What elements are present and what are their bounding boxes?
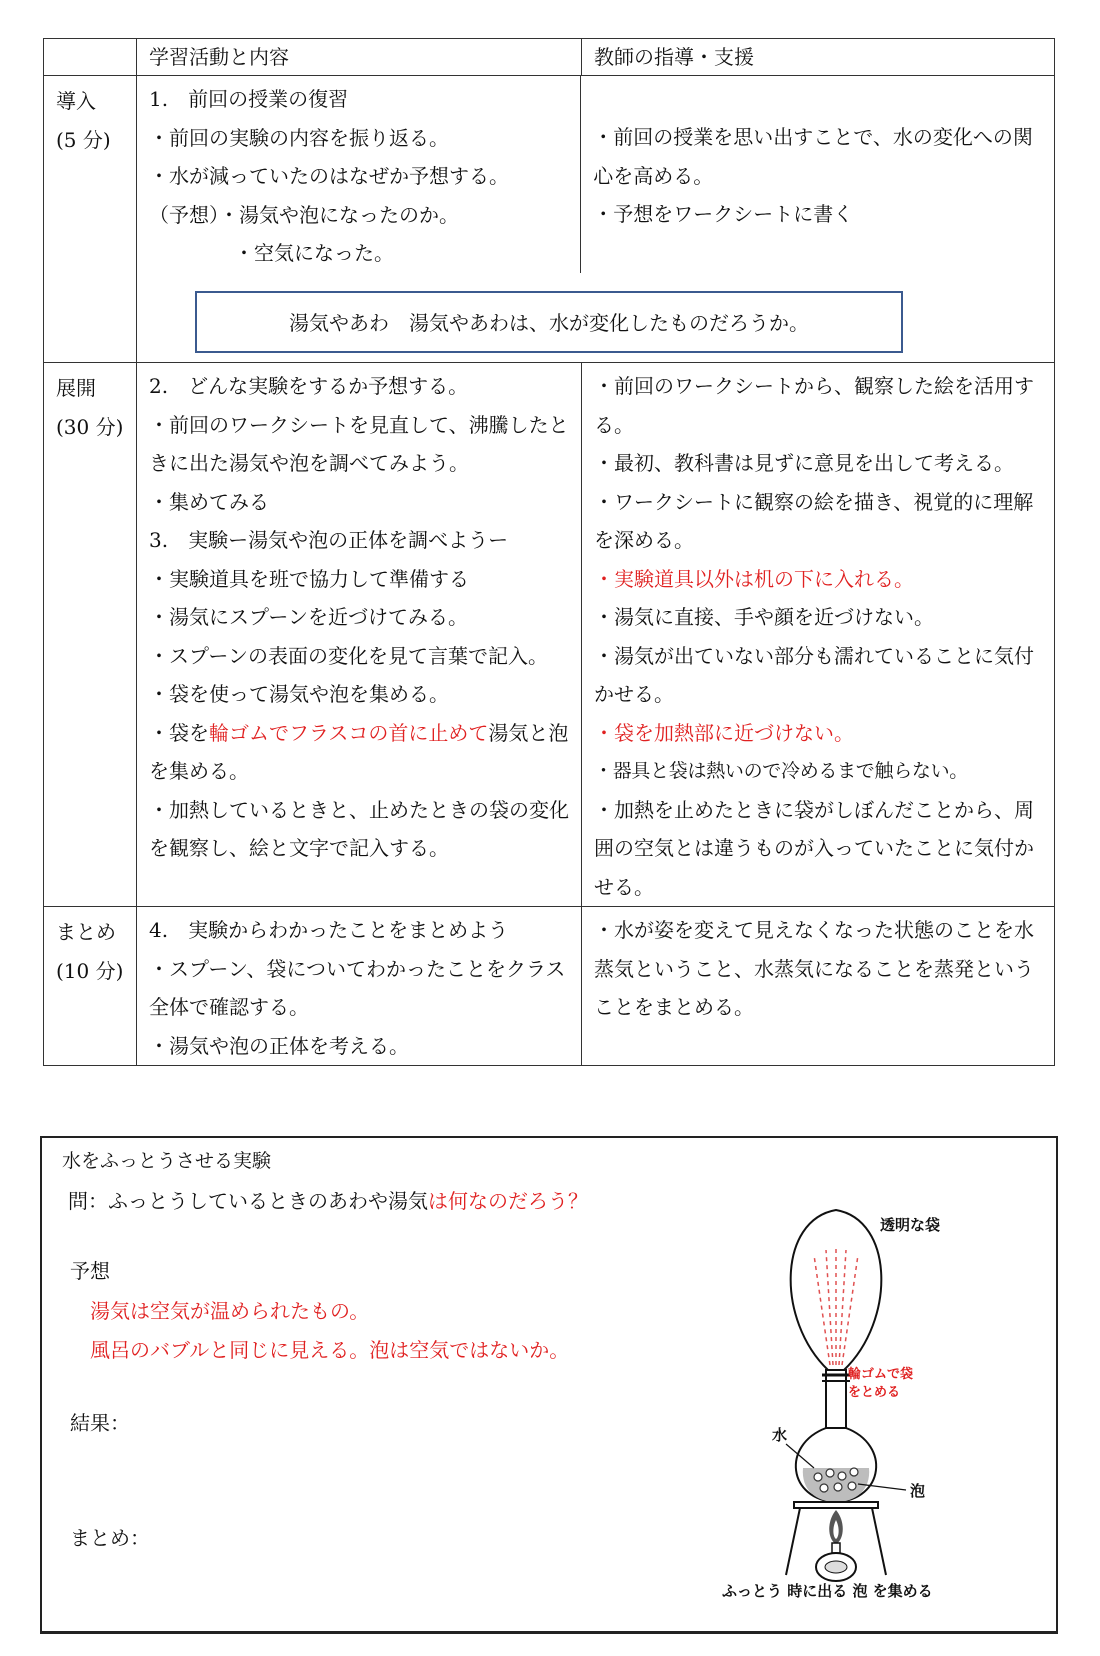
teacher-line: ・ワークシートに観察の絵を描き、視覚的に理解を深める。 xyxy=(594,489,1034,552)
activity-line: ・水が減っていたのはなぜか予想する。 xyxy=(149,164,509,188)
activity-line: 2. どんな実験をするか予想する。 xyxy=(149,374,469,398)
activity-line: ・実験道具を班で協力して準備する xyxy=(149,566,469,591)
lesson-plan-table xyxy=(43,38,1055,1066)
activity-line-mixed xyxy=(149,714,571,791)
summary-label: まとめ： xyxy=(70,1526,150,1550)
teacher-line-caution: ・袋を加熱部に近づけない。 xyxy=(594,720,854,745)
activity-line: ・加熱しているときと、止めたときの袋の変化を観察し、絵と文字で記入する。 xyxy=(149,797,569,860)
teacher-line-caution: ・実験道具以外は机の下に入れる。 xyxy=(594,566,914,591)
activity-line: ・集めてみる xyxy=(149,489,269,514)
activity-line: ・空気になった。 xyxy=(234,241,394,265)
activity-text: 湯気と泡を集める。 xyxy=(149,720,569,783)
activity-text: ・袋を xyxy=(149,720,209,745)
stage-label: 展開 xyxy=(56,376,96,400)
teacher-line: ・水が姿を変えて見えなくなった状態のことを水蒸気ということ、水蒸気になることを蒸発ということをまとめる。 xyxy=(594,918,1034,1019)
teacher-line: ・予想をワークシートに書く xyxy=(593,202,854,226)
rubber-band-label: 輪ゴムで袋 xyxy=(848,1367,914,1382)
teacher-line: ・前回のワークシートから、観察した絵を活用する。 xyxy=(594,374,1034,437)
water-label: 水 xyxy=(772,1426,788,1444)
activity-line: ・前回の実験の内容を振り返る。 xyxy=(149,125,449,150)
activity-line: ・湯気や泡の正体を考える。 xyxy=(149,1033,409,1058)
table-row xyxy=(44,907,1055,1066)
stage-label: 導入 xyxy=(56,89,96,113)
prediction-label: 予想 xyxy=(70,1259,110,1283)
stage-time: (10 分) xyxy=(56,958,124,983)
activity-line: ・湯気にスプーンを近づけてみる。 xyxy=(149,605,468,629)
header-empty xyxy=(44,39,137,76)
worksheet-title: 水をふっとうさせる実験 xyxy=(62,1150,272,1172)
table-row xyxy=(44,363,1055,907)
teacher-line: ・湯気が出ていない部分も濡れていることに気付かせる。 xyxy=(594,643,1034,706)
gauze-stand-icon xyxy=(794,1502,878,1508)
stage-time: (30 分) xyxy=(56,414,124,439)
prediction-line: 風呂のバブルと同じに見える。泡は空気ではないか。 xyxy=(90,1338,570,1362)
activity-line: 3. 実験ー湯気や泡の正体を調べようー xyxy=(149,528,509,552)
worksheet-question xyxy=(68,1185,588,1214)
result-label: 結果： xyxy=(70,1411,130,1435)
prediction-line: 湯気は空気が温められたもの。 xyxy=(90,1299,370,1323)
header-activities: 学習活動と内容 xyxy=(149,45,289,69)
bubble-label: 泡 xyxy=(910,1482,926,1500)
teacher-line: ・前回の授業を思い出すことで、水の変化への関心を高める。 xyxy=(593,125,1033,188)
rubber-band-label: をとめる xyxy=(848,1385,901,1400)
question-text: 問：ふっとうしているときのあわや湯気 xyxy=(68,1189,428,1213)
activity-text-red: 輪ゴムでフラスコの首に止めて xyxy=(209,720,489,745)
activity-line: 4. 実験からわかったことをまとめよう xyxy=(149,918,509,942)
bag-label: 透明な袋 xyxy=(880,1216,941,1234)
teacher-line: ・器具と袋は熱いので冷めるまで触らない。 xyxy=(594,760,969,782)
activity-line: ・前回のワークシートを見直して、沸騰したときに出た湯気や泡を調べてみよう。 xyxy=(149,412,569,475)
stage-time: (5 分) xyxy=(56,127,111,152)
diagram-caption: ふっとう 時に出る 泡 を集める xyxy=(722,1582,933,1600)
alcohol-lamp-icon xyxy=(832,1543,840,1553)
activity-line: （予想）・湯気や泡になったのか。 xyxy=(149,202,459,227)
boiling-flask-diagram xyxy=(706,1200,1026,1620)
activity-line: ・スプーンの表面の変化を見て言葉で記入。 xyxy=(149,643,548,668)
flask-neck-icon xyxy=(826,1370,846,1430)
teacher-line: ・湯気に直接、手や顔を近づけない。 xyxy=(594,605,934,629)
teacher-line: ・加熱を止めたときに袋がしぼんだことから、周囲の空気とは違うものが入っていたことに気付かせる。 xyxy=(594,797,1034,899)
activity-line: ・袋を使って湯気や泡を集める。 xyxy=(149,682,449,706)
hypothesis-callout: 湯気やあわ 湯気やあわは、水が変化したものだろうか。 xyxy=(195,291,903,353)
table-header-row xyxy=(44,39,1055,76)
question-text-red: は何なのだろう？ xyxy=(428,1189,588,1213)
header-teacher: 教師の指導・支援 xyxy=(594,45,754,69)
activity-line: ・スプーン、袋についてわかったことをクラス全体で確認する。 xyxy=(149,956,566,1019)
activity-line: 1. 前回の授業の復習 xyxy=(149,87,349,111)
teacher-line: ・最初、教科書は見ずに意見を出して考える。 xyxy=(594,451,1014,475)
table-row xyxy=(44,76,1055,363)
stage-label: まとめ xyxy=(56,920,116,944)
